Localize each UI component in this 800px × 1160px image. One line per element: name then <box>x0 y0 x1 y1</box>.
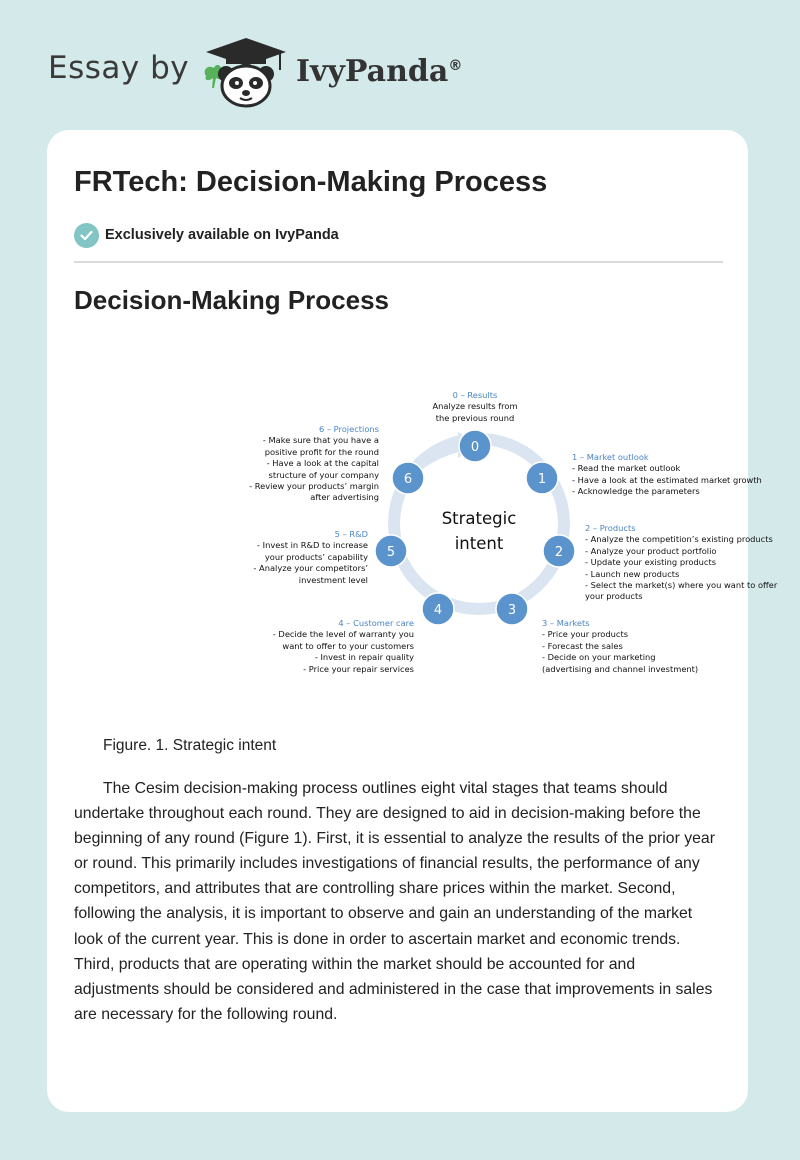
node-1-label: 1 <box>537 472 547 487</box>
node-4-label: 4 <box>433 603 443 618</box>
step-2-line-1: - Analyze the competition’s existing products <box>585 534 773 545</box>
node-3 <box>496 593 528 625</box>
page-title: FRTech: Decision-Making Process <box>74 166 548 198</box>
step-4-line-4: - Price your repair services <box>303 663 414 674</box>
step-1-text <box>572 452 762 498</box>
brand-name-text: IvyPanda <box>296 54 449 89</box>
brand-name[interactable] <box>296 54 462 89</box>
step-6-line-5: - Review your products’ margin <box>249 481 379 492</box>
step-2-line-3: - Update your existing products <box>585 557 717 568</box>
step-0-title: 0 – Results <box>452 390 498 400</box>
step-3-line-2: - Forecast the sales <box>542 640 623 651</box>
step-4-line-2: want to offer to your customers <box>282 640 414 651</box>
node-2-label: 2 <box>554 545 564 560</box>
step-0-line-2: the previous round <box>435 412 515 423</box>
step-6-line-2: positive profit for the round <box>264 446 379 457</box>
node-4 <box>422 593 454 625</box>
node-6-label: 6 <box>403 472 413 487</box>
step-2-text <box>585 523 777 603</box>
step-5-line-2: your products’ capability <box>264 551 368 562</box>
step-2-line-2: - Analyze your product portfolio <box>585 545 717 556</box>
node-1 <box>526 462 558 494</box>
step-0-line-1: Analyze results from <box>432 401 518 412</box>
node-5 <box>375 535 407 567</box>
step-2-line-6: your products <box>585 591 643 602</box>
step-5-line-4: investment level <box>298 574 368 585</box>
step-3-line-4: (advertising and channel investment) <box>542 663 699 674</box>
center-line-2: intent <box>454 534 504 553</box>
step-5-line-1: - Invest in R&D to increase <box>257 540 368 551</box>
brand-prefix: Essay by <box>48 50 190 86</box>
step-4-line-1: - Decide the level of warranty you <box>272 629 414 640</box>
step-2-line-5: - Select the market(s) where you want to offer <box>585 580 778 591</box>
section-heading: Decision-Making Process <box>74 285 389 315</box>
step-6-title: 6 – Projections <box>318 424 379 434</box>
step-5-title: 5 – R&D <box>334 529 368 539</box>
node-3-label: 3 <box>507 603 517 618</box>
step-0-text <box>415 390 535 424</box>
figure-caption: Figure. 1. Strategic intent <box>103 737 277 754</box>
step-3-line-3: - Decide on your marketing <box>542 652 656 663</box>
step-6-line-1: - Make sure that you have a <box>262 435 379 446</box>
panda-logo-icon[interactable] <box>200 36 292 108</box>
step-6-text <box>200 424 379 504</box>
check-icon <box>74 223 99 248</box>
step-6-line-3: - Have a look at the capital <box>266 458 379 469</box>
node-2 <box>543 535 575 567</box>
node-6 <box>392 462 424 494</box>
step-4-text <box>248 618 414 675</box>
step-4-title: 4 – Customer care <box>338 618 414 628</box>
step-5-line-3: - Analyze your competitors’ <box>253 563 368 574</box>
step-1-line-2: - Have a look at the estimated market growth <box>572 474 762 485</box>
step-6-line-6: after advertising <box>310 492 379 503</box>
site-header <box>0 0 800 130</box>
exclusive-badge <box>74 222 339 248</box>
step-2-line-4: - Launch new products <box>585 568 680 579</box>
center-label <box>429 506 529 556</box>
node-5-label: 5 <box>386 545 396 560</box>
step-1-title: 1 – Market outlook <box>572 452 649 462</box>
step-5-text <box>215 529 368 586</box>
strategic-intent-diagram <box>200 382 778 682</box>
step-2-title: 2 – Products <box>585 523 636 533</box>
step-3-line-1: - Price your products <box>542 629 629 640</box>
step-6-line-4: structure of your company <box>268 469 379 480</box>
step-4-line-3: - Invest in repair quality <box>314 652 414 663</box>
registered-mark: ® <box>448 58 463 74</box>
divider <box>74 261 723 263</box>
step-1-line-3: - Acknowledge the parameters <box>572 486 700 497</box>
step-1-line-1: - Read the market outlook <box>572 463 681 474</box>
body-paragraph: The Cesim decision-making process outlines eight vital stages that teams should undertake throughout each round. They are designed to aid in decision-making before the beginning of any round (Figure 1). First, it is essential to analyze the results of the prior year or round. This primarily includes investigations of financial results, the performance of any competitors, and attributes that are controlling share prices within the market. Second, following the analysis, it is important to observe and gain an understanding of the market look of the current year. This is done in order to ascertain market and economic trends. Third, products that are operating within the market should be accounted for and adjustments should be considered and administered in the case that improvements in sales are necessary for the following round. <box>74 780 715 1023</box>
badge-text: Exclusively available on IvyPanda <box>105 227 339 243</box>
step-3-title: 3 – Markets <box>542 618 590 628</box>
node-0 <box>459 430 491 462</box>
center-line-1: Strategic <box>441 509 517 528</box>
node-0-label: 0 <box>470 440 480 455</box>
article-card <box>47 130 778 1112</box>
step-3-text <box>542 618 698 675</box>
